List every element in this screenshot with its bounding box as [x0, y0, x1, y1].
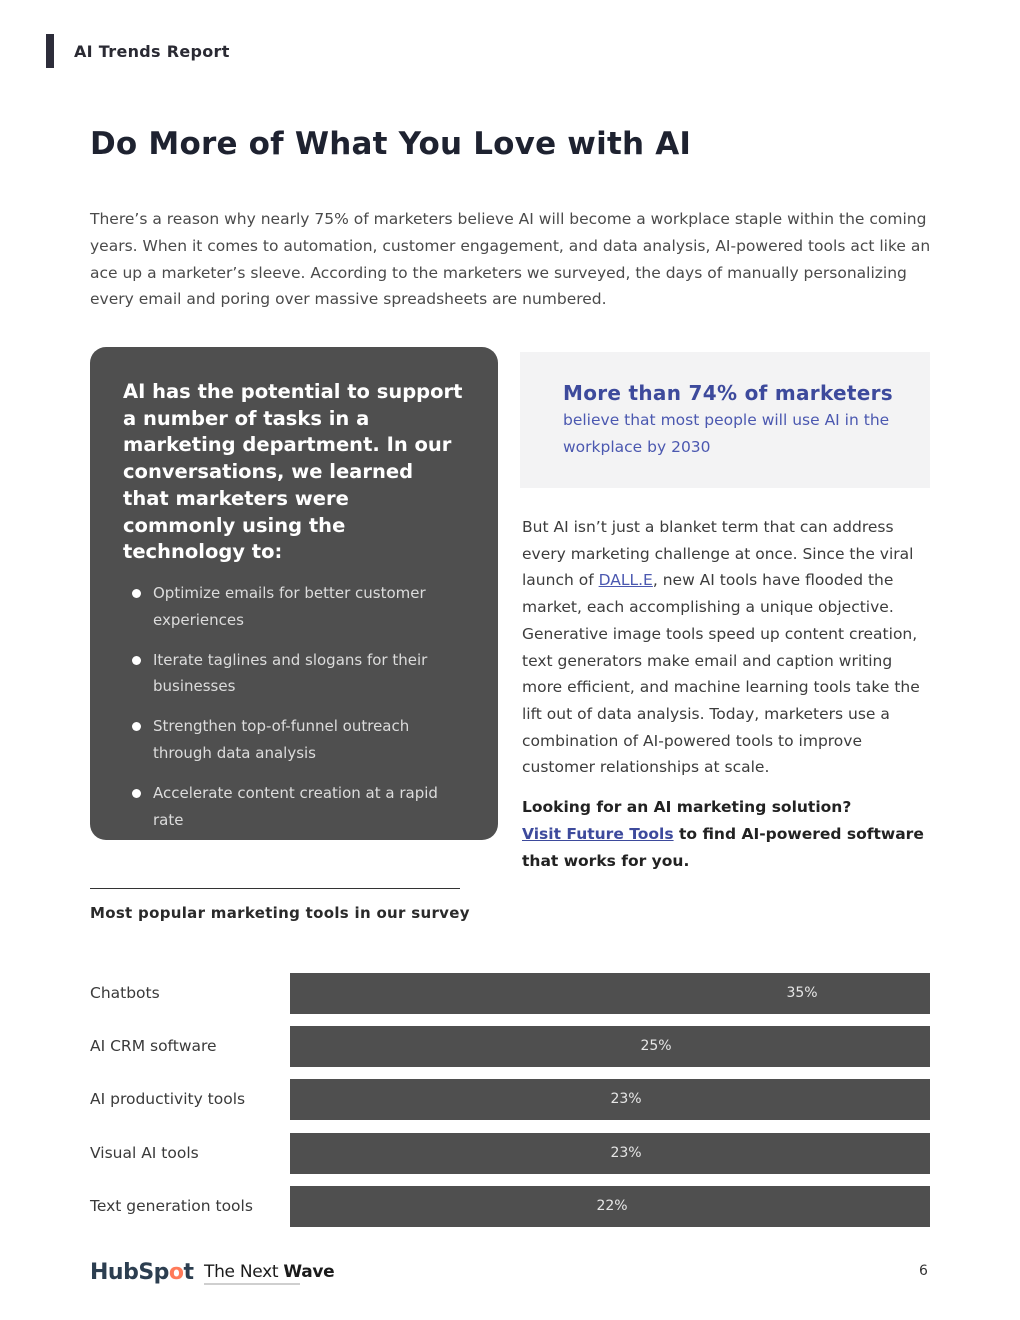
- body-text-before-link: But AI isn’t just a blanket term that can address every marketing challenge at once. Since the viral launch of: [522, 518, 914, 590]
- bullet-icon: [132, 589, 141, 598]
- bar-category-label: Chatbots: [90, 984, 160, 1002]
- bar: [290, 973, 930, 1014]
- list-item: [123, 647, 464, 701]
- section-divider: [90, 888, 460, 889]
- header-accent-bar: [46, 34, 54, 68]
- page-number: 6: [919, 1263, 928, 1279]
- body-text-after-link: , new AI tools have flooded the market, each accomplishing a unique objective. Generative image tools speed up content creation, text generators make email and caption writing more efficient, and machine learning tools take the lift out of data analysis. Today, marketers use a combination of AI-powered tools to improve customer relationships at scale.: [522, 571, 920, 777]
- list-item-text: Iterate taglines and slogans for their businesses: [153, 650, 428, 696]
- report-header: [46, 34, 230, 68]
- chart-title: Most popular marketing tools in our survey: [90, 904, 470, 922]
- intro-paragraph: There’s a reason why nearly 75% of marketers believe AI will become a workplace staple within the coming years. When it comes to automation, customer engagement, and data analysis, AI-powered tools act like an ace up a marketer’s sleeve. According to the marketers we surveyed, the days of manually personalizing every email and poring over massive spreadsheets are numbered.: [90, 210, 931, 309]
- bullet-icon: [132, 789, 141, 798]
- bar: [290, 1133, 930, 1174]
- list-item-text: Strengthen top-of-funnel outreach through data analysis: [153, 717, 410, 762]
- bar-category-label: AI CRM software: [90, 1037, 217, 1055]
- callout-list: [123, 580, 464, 833]
- bar: [290, 1079, 930, 1120]
- bar-value-label: 25%: [640, 1038, 672, 1054]
- cta-rest: to find AI-powered software that works for you.: [522, 824, 924, 870]
- next-wave-logo: The Next Wave: [204, 1262, 335, 1282]
- stat-highlight-box: [520, 352, 930, 488]
- bar-value-label: 22%: [596, 1198, 628, 1214]
- cta-question: Looking for an AI marketing solution?: [522, 798, 852, 816]
- callout-box: [90, 347, 498, 840]
- future-tools-link[interactable]: Visit Future Tools: [522, 824, 674, 843]
- bar-category-label: AI productivity tools: [90, 1090, 246, 1108]
- hubspot-logo: HubSpot: [90, 1260, 194, 1285]
- body-paragraph: [522, 514, 934, 781]
- bar-value-label: 23%: [610, 1091, 642, 1107]
- bullet-icon: [132, 656, 141, 665]
- bullet-icon: [132, 722, 141, 731]
- callout-heading: AI has the potential to support a number of tasks in a marketing department. In our conversations, we learned that marketers were commonly using the technology to:: [123, 380, 463, 564]
- list-item: [123, 780, 464, 834]
- bar: [290, 1026, 930, 1067]
- stat-subline: believe that most people will use AI in the workplace by 2030: [563, 411, 890, 456]
- bar-category-label: Text generation tools: [90, 1197, 253, 1215]
- stat-headline: More than 74% of marketers: [563, 381, 893, 405]
- bar: [290, 1186, 930, 1227]
- bar-category-label: Visual AI tools: [90, 1144, 199, 1162]
- list-item-text: Accelerate content creation at a rapid rate: [153, 783, 438, 829]
- list-item-text: Optimize emails for better customer experiences: [153, 583, 426, 629]
- dalle-link[interactable]: DALL.E: [598, 571, 653, 590]
- page-title: Do More of What You Love with AI: [90, 126, 692, 162]
- list-item: [123, 713, 464, 767]
- bar-value-label: 23%: [610, 1145, 642, 1161]
- bar-value-label: 35%: [786, 985, 818, 1001]
- report-title: AI Trends Report: [74, 41, 230, 61]
- next-wave-tagline-decoration: [204, 1283, 300, 1285]
- cta-paragraph: [522, 794, 934, 874]
- list-item: [123, 580, 464, 634]
